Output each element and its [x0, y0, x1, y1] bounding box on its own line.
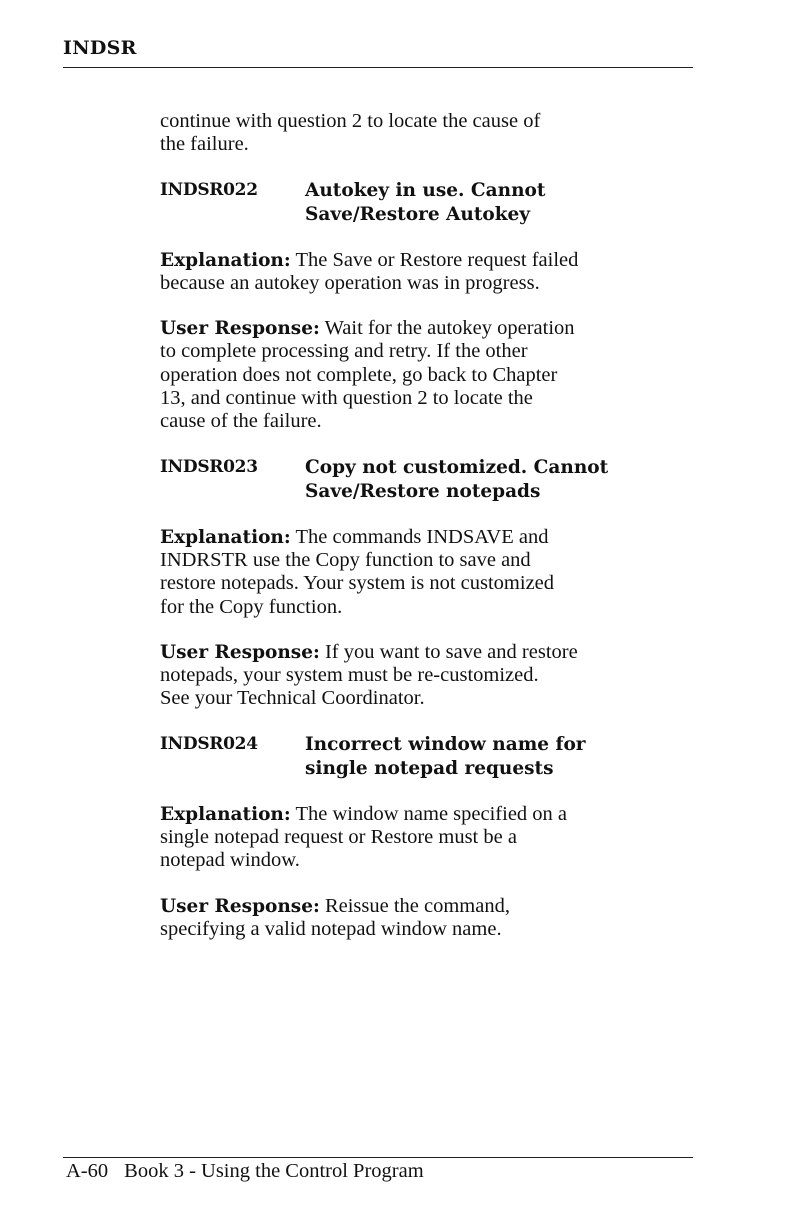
- message-id: INDSR022: [160, 179, 258, 200]
- explanation-block: [160, 526, 700, 619]
- user-response-block: [160, 641, 700, 711]
- user-response-label: User Response:: [160, 641, 320, 663]
- explanation-text: The Save or Restore request failed because an autokey operation was in progress.: [160, 248, 579, 294]
- message-entry-indsr024: [160, 733, 700, 941]
- message-heading: [160, 456, 700, 504]
- message-heading: [160, 179, 700, 227]
- explanation-block: [160, 249, 700, 296]
- explanation-text: The commands INDSAVE and INDRSTR use the Copy function to save and restore notepads. Your system is not customized for the Copy function.: [160, 525, 555, 618]
- user-response-block: [160, 895, 700, 942]
- message-title: Incorrect window name for single notepad requests: [305, 733, 586, 779]
- footer-rule: [63, 1157, 693, 1158]
- message-entry-indsr022: [160, 179, 700, 434]
- explanation-label: Explanation:: [160, 249, 291, 271]
- message-id: INDSR024: [160, 733, 258, 754]
- message-heading: [160, 733, 700, 781]
- explanation-label: Explanation:: [160, 803, 291, 825]
- user-response-block: [160, 317, 700, 433]
- explanation-label: Explanation:: [160, 526, 291, 548]
- user-response-text: Wait for the autokey operation to complete processing and retry. If the other operation does not complete, go back to Chapter 13, and continue with question 2 to locate the cause of the failure.: [160, 317, 575, 433]
- message-title: Autokey in use. Cannot Save/Restore Autokey: [305, 179, 546, 225]
- user-response-label: User Response:: [160, 318, 320, 340]
- message-id: INDSR023: [160, 456, 258, 477]
- page-content: [160, 110, 700, 941]
- running-head: INDSR: [63, 37, 137, 59]
- explanation-block: [160, 803, 700, 873]
- page-number: A-60: [66, 1160, 109, 1182]
- book-title: Book 3 - Using the Control Program: [124, 1160, 424, 1182]
- header-rule: [63, 67, 693, 68]
- user-response-label: User Response:: [160, 895, 320, 917]
- explanation-text: The window name specified on a single notepad request or Restore must be a notepad window.: [160, 802, 568, 872]
- message-title: Copy not customized. Cannot Save/Restore notepads: [305, 456, 609, 502]
- intro-paragraph: continue with question 2 to locate the cause of the failure.: [160, 110, 541, 156]
- user-response-text: If you want to save and restore notepads, your system must be re-customized. See your Technical Coordinator.: [160, 640, 578, 710]
- message-entry-indsr023: [160, 456, 700, 711]
- user-response-text: Reissue the command, specifying a valid notepad window name.: [160, 894, 510, 940]
- page-footer: [66, 1160, 424, 1183]
